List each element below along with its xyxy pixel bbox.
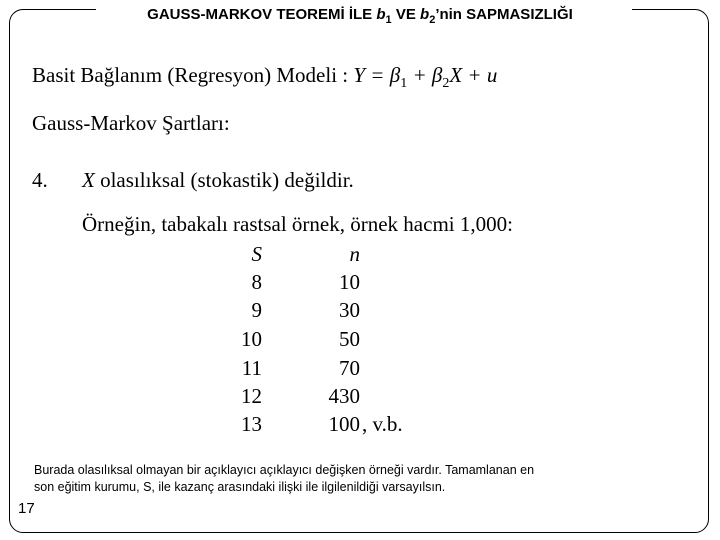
cell-s: 13 xyxy=(241,412,262,436)
footnote-line-2: son eğitim kurumu, S, ile kazanç arasındaki ilişki ile ilgilenildiği varsayılsın. xyxy=(34,480,446,494)
condition-text: X olasılıksal (stokastik) değildir. xyxy=(82,168,354,192)
cell-s: 12 xyxy=(241,384,262,408)
cell-s: 11 xyxy=(241,356,262,380)
column-header-n: n xyxy=(349,242,360,266)
footnote-line-1: Burada olasılıksal olmayan bir açıklayıcı açıklayıcı değişken örneği vardır. Tamamlanan en xyxy=(34,463,535,477)
cell-n: 70 xyxy=(339,356,360,380)
footnote xyxy=(34,462,694,496)
cell-s: 10 xyxy=(241,327,262,351)
slide-title: GAUSS-MARKOV TEOREMİ İLE $b_1$ VE $b_2’nin$ SAPMASIZLIĞI xyxy=(147,6,573,26)
model-equation: $Y = \beta_1 + \beta_2X + u$ xyxy=(353,63,498,92)
conditions-heading: Gauss-Markov Şartları: xyxy=(32,111,230,135)
model-label: Basit Bağlanım (Regresyon) Modeli : xyxy=(32,63,349,87)
cell-n: 430 xyxy=(328,384,360,408)
cell-s: 9 xyxy=(251,298,262,322)
column-header-s: S xyxy=(251,242,262,266)
cell-n: 100 xyxy=(328,412,360,436)
cell-s: 8 xyxy=(251,270,262,294)
condition-number: 4. xyxy=(32,168,48,192)
cell-n: 30 xyxy=(339,298,360,322)
regression-model-line xyxy=(32,63,497,92)
cell-suffix: , v.b. xyxy=(362,412,403,436)
page-number: 17 xyxy=(18,500,35,517)
cell-n: 50 xyxy=(339,327,360,351)
example-text: Örneğin, tabakalı rastsal örnek, örnek hacmi 1,000: xyxy=(82,212,513,236)
cell-n: 10 xyxy=(339,270,360,294)
